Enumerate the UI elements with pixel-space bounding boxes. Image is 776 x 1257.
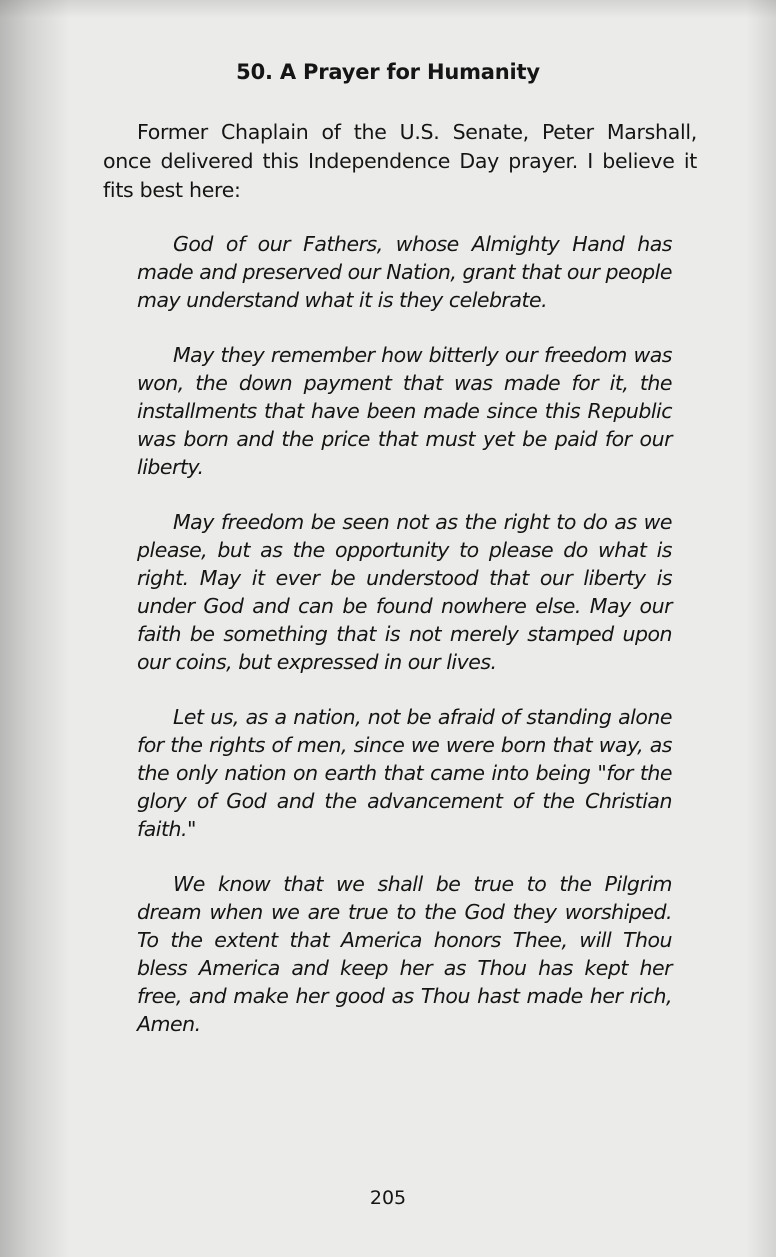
prayer-paragraph: May they remember how bitterly our freedom was won, the down payment that was made for it, the installments that have been made since this Republic was born and the price that must yet be paid for our liberty. xyxy=(137,343,672,479)
prayer-paragraph: God of our Fathers, whose Almighty Hand has made and preserved our Nation, grant that our people may understand what it is they celebrate. xyxy=(137,232,672,312)
page-number: 205 xyxy=(369,1187,407,1209)
prayer-paragraph: May freedom be seen not as the right to do as we please, but as the opportunity to please do what is right. May it ever be understood that our liberty is under God and can be found nowhere else. May our faith be something that is not merely stamped upon our coins, but expressed in our lives. xyxy=(137,510,672,674)
prayer-block xyxy=(137,230,672,1065)
prayer-paragraph: Let us, as a nation, not be afraid of standing alone for the rights of men, since we were born that way, as the only nation on earth that came into being "for the glory of God and the advancement of the Christian faith." xyxy=(137,705,672,841)
prayer-paragraph: We know that we shall be true to the Pilgrim dream when we are true to the God they worshiped. To the extent that America honors Thee, will Thou bless America and keep her as Thou has kept her free, and make her good as Thou hast made her rich, Amen. xyxy=(137,872,672,1036)
intro-text: Former Chaplain of the U.S. Senate, Peter Marshall, once delivered this Independence Day prayer. I believe it fits best here: xyxy=(103,120,697,202)
intro-paragraph xyxy=(103,118,697,205)
page-title: 50. A Prayer for Humanity xyxy=(236,60,540,84)
